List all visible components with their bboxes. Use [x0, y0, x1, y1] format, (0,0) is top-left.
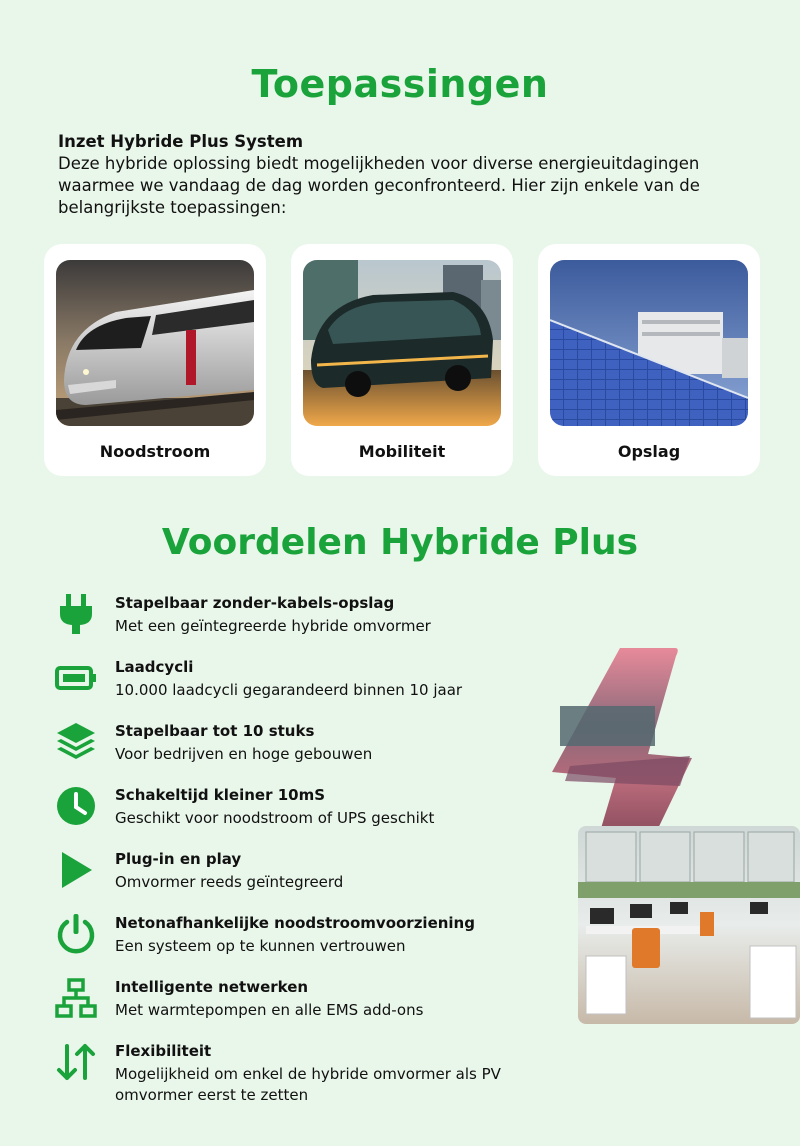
- clock-icon: [54, 784, 98, 828]
- train-image: [56, 260, 254, 426]
- solar-image: [550, 260, 748, 426]
- network-icon: [54, 976, 98, 1020]
- benefit-title: Netonafhankelijke noodstroomvoorziening: [115, 914, 475, 932]
- benefit-title: Stapelbaar zonder-kabels-opslag: [115, 594, 395, 612]
- benefit-desc: Met warmtepompen en alle EMS add-ons: [115, 1001, 424, 1019]
- intro-body: Deze hybride oplossing biedt mogelijkheden voor diverse energieuitdagingen waarmee we vandaag de dag worden geconfronteerd. Hier zijn enkele van de belangrijkste toepassingen:: [58, 154, 700, 217]
- benefit-desc: Met een geïntegreerde hybride omvormer: [115, 617, 431, 635]
- benefit-desc: Mogelijkheid om enkel de hybride omvormer als PV omvormer eerst te zetten: [115, 1065, 501, 1104]
- bus-image: [303, 260, 501, 426]
- benefit-title: Plug-in en play: [115, 850, 242, 868]
- benefit-title: Flexibiliteit: [115, 1042, 212, 1060]
- application-label: Opslag: [617, 442, 681, 461]
- application-card-noodstroom: [44, 244, 266, 476]
- application-label: Mobiliteit: [358, 442, 446, 461]
- benefit-title: Laadcycli: [115, 658, 194, 676]
- benefits-title: Voordelen Hybride Plus: [161, 522, 639, 563]
- power-icon: [54, 912, 98, 956]
- benefit-desc: Omvormer reeds geïntegreerd: [115, 873, 344, 891]
- play-icon: [54, 848, 98, 892]
- intro-title: Inzet Hybride Plus System: [58, 132, 304, 151]
- lightning-office-image: [550, 646, 800, 1026]
- benefit-title: Intelligente netwerken: [115, 978, 309, 996]
- benefit-title: Stapelbaar tot 10 stuks: [115, 722, 315, 740]
- intro-block: [58, 131, 718, 219]
- layers-icon: [54, 720, 98, 764]
- benefit-desc: Geschikt voor noodstroom of UPS geschikt: [115, 809, 435, 827]
- application-card-mobiliteit: [291, 244, 513, 476]
- benefit-title: Schakeltijd kleiner 10mS: [115, 786, 326, 804]
- application-card-opslag: [538, 244, 760, 476]
- plug-icon: [54, 592, 98, 636]
- swap-arrows-icon: [54, 1040, 98, 1084]
- benefit-desc: 10.000 laadcycli gegarandeerd binnen 10 jaar: [115, 681, 463, 699]
- benefit-desc: Voor bedrijven en hoge gebouwen: [115, 745, 373, 763]
- page-title: Toepassingen: [251, 62, 549, 106]
- benefit-desc: Een systeem op te kunnen vertrouwen: [115, 937, 406, 955]
- application-label: Noodstroom: [99, 442, 211, 461]
- applications-cards: [44, 244, 760, 476]
- battery-icon: [54, 656, 98, 700]
